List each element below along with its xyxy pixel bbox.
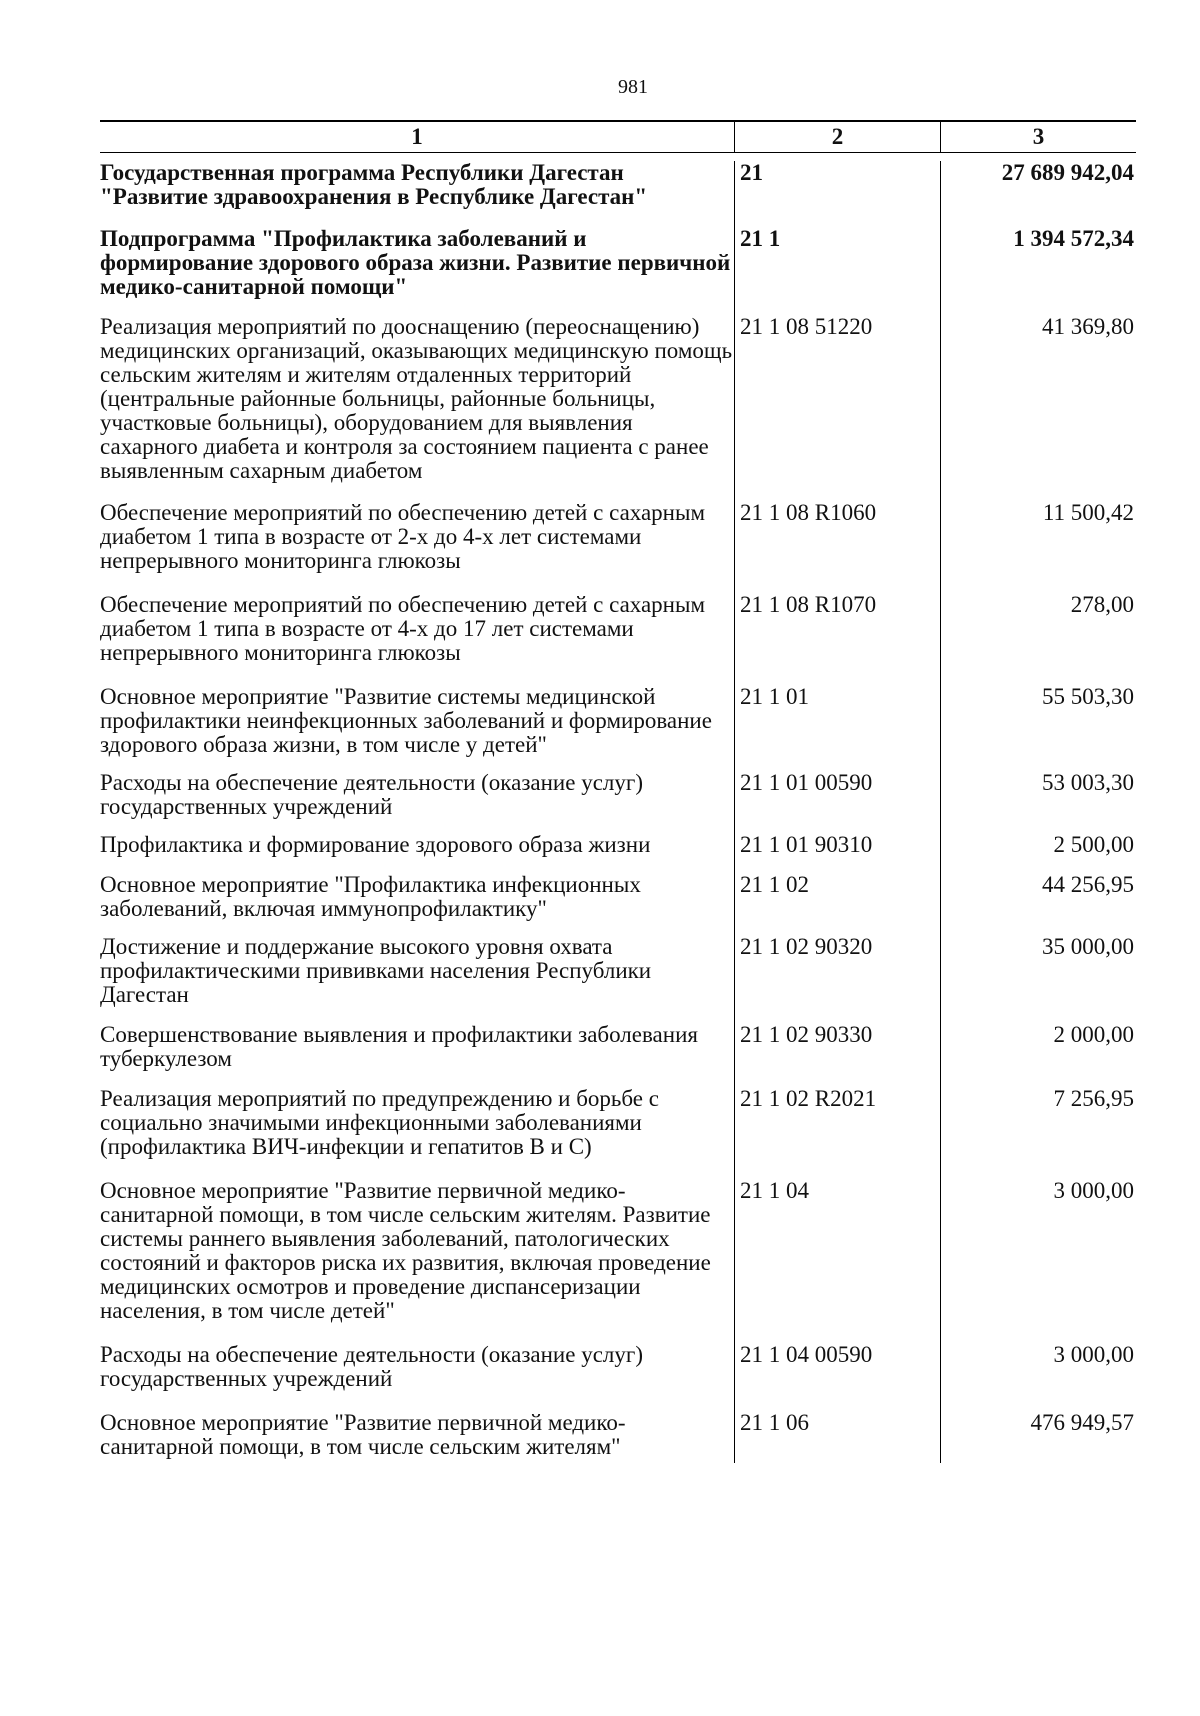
table-row	[100, 227, 1136, 299]
table-row	[100, 771, 1136, 819]
row-code: 21 1 01 90310	[740, 832, 873, 857]
row-amount: 1 394 572,34	[1013, 226, 1134, 251]
table-row	[100, 1179, 1136, 1323]
row-name: Основное мероприятие "Профилактика инфекционных заболеваний, включая иммунопрофилактику"	[100, 872, 641, 921]
row-name: Совершенствование выявления и профилактики заболевания туберкулезом	[100, 1022, 698, 1071]
row-code: 21 1 02 90330	[740, 1022, 873, 1047]
row-name: Подпрограмма "Профилактика заболеваний и формирование здорового образа жизни. Развитие первичной медико-санитарной помощи"	[100, 226, 731, 299]
row-code: 21	[740, 160, 763, 185]
table-row	[100, 161, 1136, 209]
row-code: 21 1 06	[740, 1410, 809, 1435]
row-amount: 7 256,95	[1053, 1086, 1134, 1111]
table-row	[100, 685, 1136, 757]
row-amount: 2 500,00	[1053, 832, 1134, 857]
table-row	[100, 501, 1136, 573]
row-code: 21 1 04	[740, 1178, 809, 1203]
header-col-3: 3	[940, 122, 1136, 152]
row-name: Обеспечение мероприятий по обеспечению детей с сахарным диабетом 1 типа в возрасте от 4-х до 17 лет системами непрерывного мониторинга глюкозы	[100, 592, 705, 665]
row-name: Основное мероприятие "Развитие первичной медико-санитарной помощи, в том числе сельским жителям"	[100, 1410, 626, 1459]
row-code: 21 1 04 00590	[740, 1342, 873, 1367]
table-row	[100, 1023, 1136, 1071]
table-header	[100, 120, 1136, 153]
row-name: Государственная программа Республики Дагестан "Развитие здравоохранения в Республике Дагестан"	[100, 160, 648, 209]
table-row	[100, 315, 1136, 483]
row-code: 21 1 08 51220	[740, 314, 873, 339]
row-name: Реализация мероприятий по дооснащению (переоснащению) медицинских организаций, оказывающих медицинскую помощь сельским жителям и жителям отдаленных территорий (центральные районные больницы, районные больницы, участковые больницы), оборудованием для выявления сахарного диабета и контроля за состоянием пациента с ранее выявленным сахарным диабетом	[100, 314, 733, 483]
budget-table	[100, 120, 1136, 1463]
row-amount: 27 689 942,04	[1001, 160, 1134, 185]
row-amount: 44 256,95	[1042, 872, 1134, 897]
page-number: 981	[618, 76, 648, 98]
row-code: 21 1 01 00590	[740, 770, 873, 795]
row-name: Основное мероприятие "Развитие системы медицинской профилактики неинфекционных заболеваний и формирование здорового образа жизни, в том числе у детей"	[100, 684, 712, 757]
row-name: Расходы на обеспечение деятельности (оказание услуг) государственных учреждений	[100, 1342, 643, 1391]
row-amount: 55 503,30	[1042, 684, 1134, 709]
row-amount: 11 500,42	[1042, 500, 1134, 525]
table-row	[100, 873, 1136, 921]
row-amount: 35 000,00	[1042, 934, 1134, 959]
table-row	[100, 593, 1136, 665]
table-row	[100, 1411, 1136, 1459]
row-name: Достижение и поддержание высокого уровня охвата профилактическими прививками населения Республики Дагестан	[100, 934, 652, 1007]
row-amount: 3 000,00	[1053, 1178, 1134, 1203]
row-amount: 41 369,80	[1042, 314, 1134, 339]
row-code: 21 1 02 R2021	[740, 1086, 877, 1111]
row-amount: 476 949,57	[1030, 1410, 1134, 1435]
row-amount: 2 000,00	[1053, 1022, 1134, 1047]
header-col-1: 1	[411, 124, 423, 149]
header-col-2: 2	[734, 122, 940, 152]
table-row	[100, 1343, 1136, 1391]
row-code: 21 1	[740, 226, 781, 251]
row-code: 21 1 08 R1060	[740, 500, 877, 525]
row-code: 21 1 02 90320	[740, 934, 873, 959]
table-row	[100, 1087, 1136, 1159]
row-name: Профилактика и формирование здорового образа жизни	[100, 832, 651, 857]
table-body	[100, 161, 1136, 1463]
row-amount: 3 000,00	[1053, 1342, 1134, 1367]
table-row	[100, 935, 1136, 1007]
row-code: 21 1 02	[740, 872, 809, 897]
row-amount: 278,00	[1070, 592, 1134, 617]
row-name: Обеспечение мероприятий по обеспечению детей с сахарным диабетом 1 типа в возрасте от 2-х до 4-х лет системами непрерывного мониторинга глюкозы	[100, 500, 705, 573]
table-row	[100, 833, 1136, 857]
row-code: 21 1 08 R1070	[740, 592, 877, 617]
row-name: Расходы на обеспечение деятельности (оказание услуг) государственных учреждений	[100, 770, 643, 819]
row-amount: 53 003,30	[1042, 770, 1134, 795]
row-code: 21 1 01	[740, 684, 809, 709]
row-name: Основное мероприятие "Развитие первичной медико-санитарной помощи, в том числе сельским жителям. Развитие системы раннего выявления заболеваний, патологических состояний и факторов риска их развития, включая проведение медицинских осмотров и проведение диспансеризации населения, в том числе детей"	[100, 1178, 711, 1323]
row-name: Реализация мероприятий по предупреждению и борьбе с социально значимыми инфекционными заболеваниями (профилактика ВИЧ-инфекции и гепатитов В и С)	[100, 1086, 659, 1159]
